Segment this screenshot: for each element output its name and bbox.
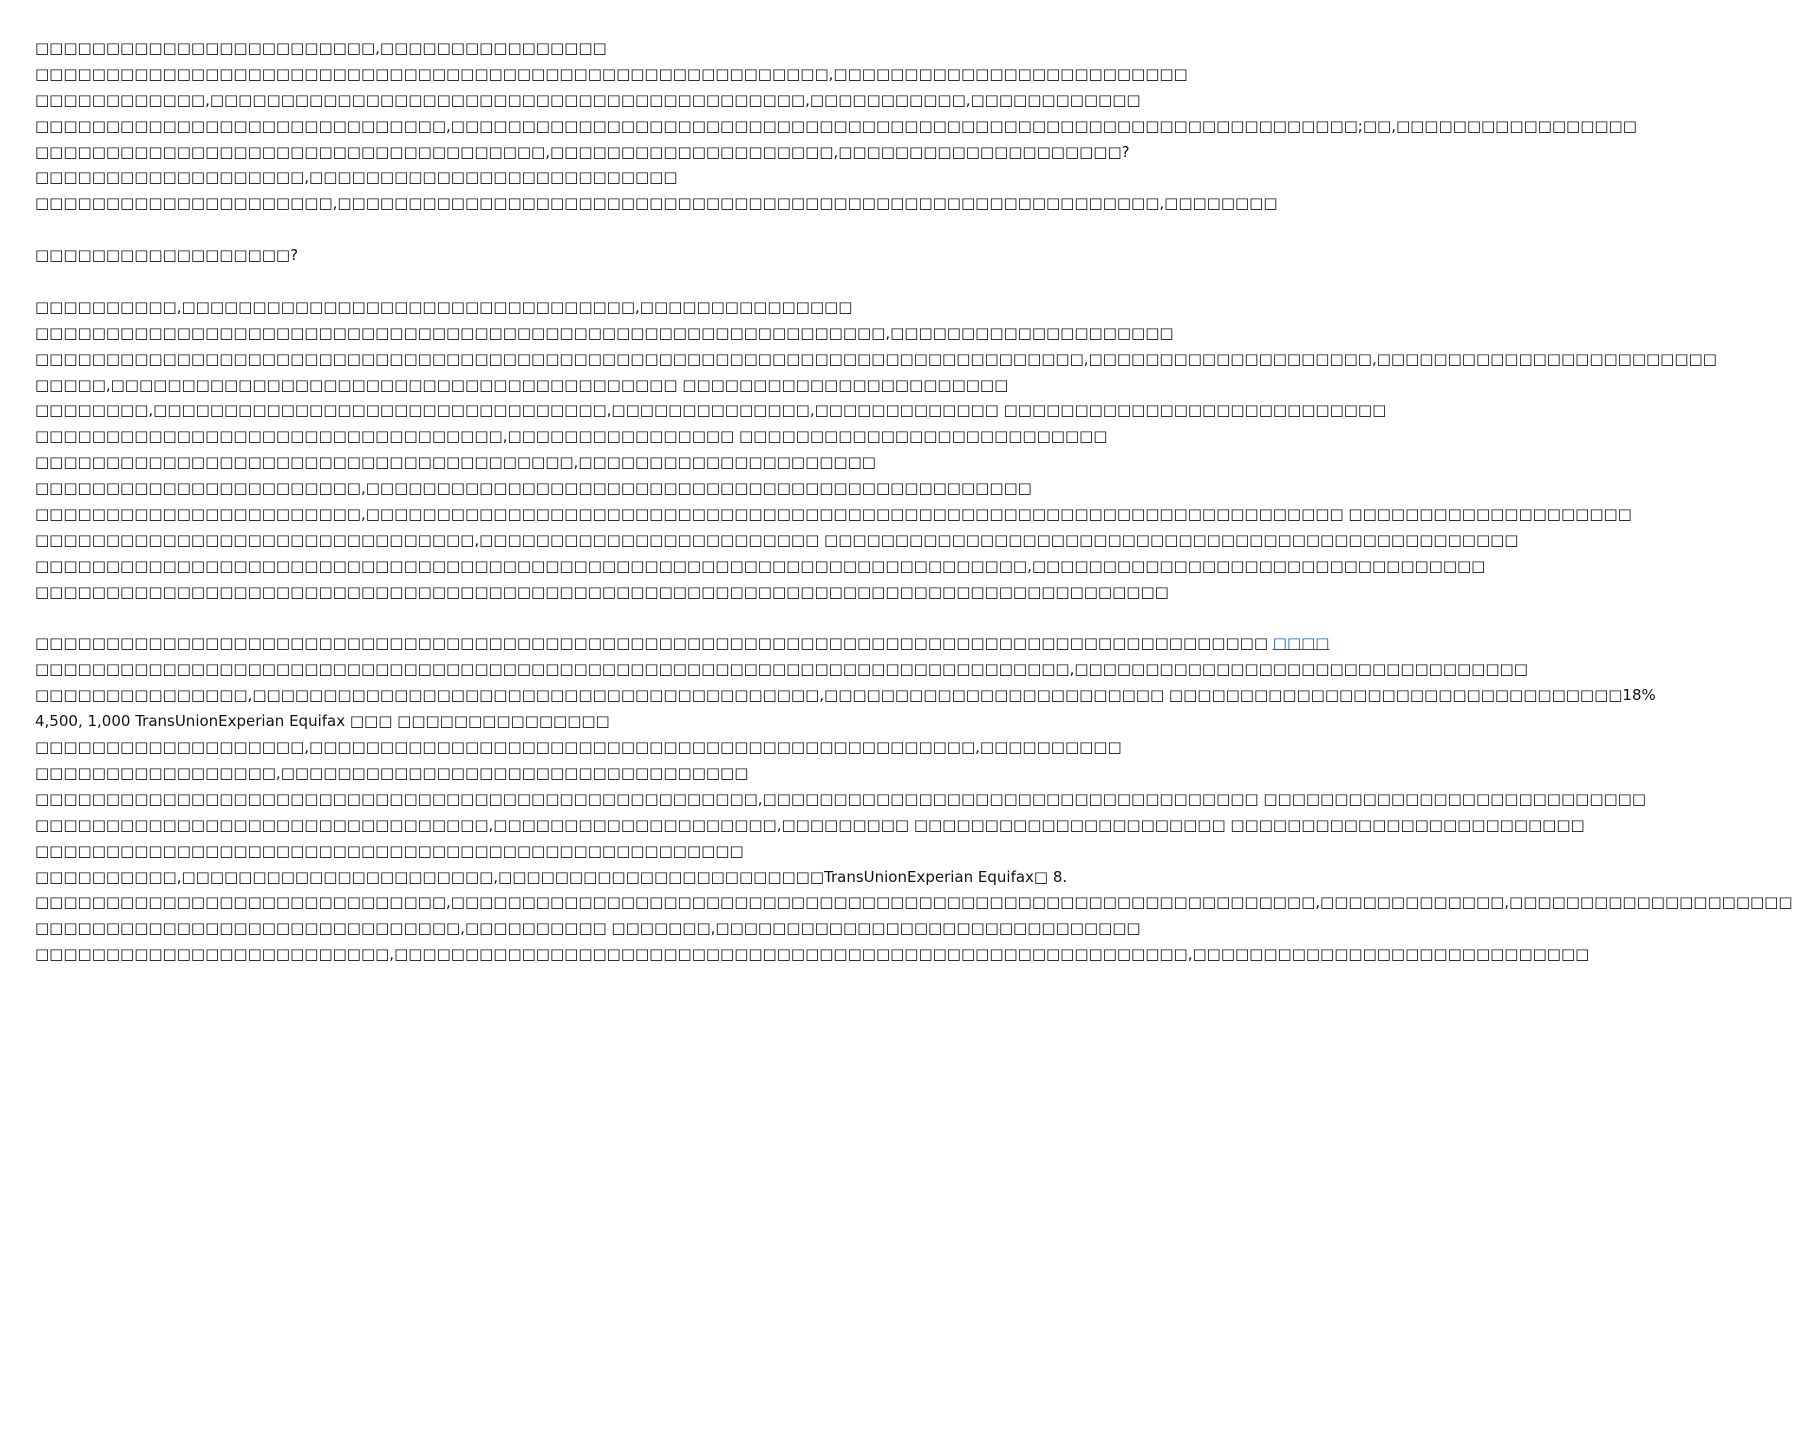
section-heading: □□□□□□□□□□□□□□□□□□? [35, 246, 299, 265]
text-line: □□□□□□□□□□□□□□□□□□□□□□□,□□□□□□□□□□□□□□□□□□□□□□□□□□□□□□□□□□□□□□□□□□□□□□□□□□□□□□□□□□□□□□□□□□□□□ □□□□□□□□□□□□□□□□□□□□ [35, 505, 1632, 524]
text-line: □□□□□□□□□□,□□□□□□□□□□□□□□□□□□□□□□,□□□□□□□□□□□□□□□□□□□□□□□TransUnionExperian Equifax□ 8. [35, 867, 1068, 886]
text-line: □□□□□□□□□□□□□□□□□□□,□□□□□□□□□□□□□□□□□□□□□□□□□□□□□□□□□□□□□□□□□□□□□□□,□□□□□□□□□□ [35, 738, 1122, 757]
text-line: □□□□□□□□□□□□□□□□□□□□□□□□□□□□□□□□□□□□□□□□□□□□□□□□□□□□□□□□□□□□□□□□□□□□□□,□□□□□□□□□□□□□□□□□□□□□□□□□□□□□□□□ [35, 556, 1486, 575]
paragraph-3 [35, 631, 1793, 968]
text-line: □□□□□□□□□□□□□□□□□□□□□□□□□□□□□□,□□□□□□□□□□ □□□□□□□,□□□□□□□□□□□□□□□□□□□□□□□□□□□□□□ [35, 919, 1141, 938]
text-line: □□□□□□□□□□□□□□□□□□□□□□□□□□□□□,□□□□□□□□□□□□□□□□□□□□□□□□□□□□□□□□□□□□□□□□□□□□□□□□□□□□□□□□□□□□□,□□□□□□□□□□□□□,□□□□□□□□□□□□□□□□□□□□ [35, 893, 1793, 912]
paragraph-2 [35, 295, 1717, 606]
text-line: □□□□□□□□□□□□□□□,□□□□□□□□□□□□□□□□□□□□□□□□□□□□□□□□□□□□□□□□,□□□□□□□□□□□□□□□□□□□□□□□□ □□□□□□□□□□□□□□□□□□□□□□□□□□□□□□□□18% [35, 686, 1656, 705]
text-line: □□□□□□□□□□□□□□□□□□□□□□□□□□□□□□□□□□□□□□□□□□□□□□□□□□□□□□□□□□□□□□□□□□□□□□□□□□,□□□□□□□□□□□□□□□□□□□□,□□□□□□□□□□□□□□□□□□□□□□□□ [35, 349, 1717, 368]
text-line: □□□□□□□□□□□□□□□□□□□□□□□□□□□□□□□,□□□□□□□□□□□□□□□□□□□□□□□□ □□□□□□□□□□□□□□□□□□□□□□□□□□□□□□□□□□□□□□□□□□□□□□□□□ [35, 530, 1519, 549]
text-line: □□□□□□□□□□,□□□□□□□□□□□□□□□□□□□□□□□□□□□□□□□□,□□□□□□□□□□□□□□□ [35, 297, 853, 316]
text-line: □□□□□□□□□□□□□□□□□□□□□□□□□□□□□□□□□□□□□□□□□□□□□□□□□□□□□□□□□□□□,□□□□□□□□□□□□□□□□□□□□ [35, 323, 1174, 342]
text-line: □□□□□□□□□□□□□□□□□□□□□□□□□□□□□□□□□,□□□□□□□□□□□□□□□□ □□□□□□□□□□□□□□□□□□□□□□□□□□ [35, 427, 1108, 446]
text-line: □□□□□□□□□□□□□□□□□□□□□□□□□□□□□□□□,□□□□□□□□□□□□□□□□□□□□,□□□□□□□□□ □□□□□□□□□□□□□□□□□□□□□□ □□□□□□□□□□□□□□□□□□□□□□□□□ [35, 815, 1585, 834]
text-line: □□□□□□□□□□□□□□□□□,□□□□□□□□□□□□□□□□□□□□□□□□□□□□□□□□□ [35, 763, 749, 782]
text-line: □□□□□□□□□□□□□□□□□□□□□□□□□□□□□□□□□□□□□□□□□□□□□□□□□□□,□□□□□□□□□□□□□□□□□□□□□□□□□□□□□□□□□□□ □□□□□□□□□□□□□□□□□□□□□□□□□□□ [35, 789, 1647, 808]
paragraph-spacer [35, 217, 990, 243]
paragraph-1 [35, 36, 1637, 217]
text-line: □□□□□□□□□□□□□□□□□□□□□□□□□,□□□□□□□□□□□□□□□□□□□□□□□□□□□□□□□□□□□□□□□□□□□□□□□□□□□□□□□□,□□□□□□□□□□□□□□□□□□□□□□□□□□□□ [35, 945, 1590, 964]
inline-link[interactable]: □□□□ [1272, 634, 1330, 653]
text-line: □□□□□□□□□□□□□□□□□□□□□□□□□□□□□,□□□□□□□□□□□□□□□□□□□□□□□□□□□□□□□□□□□□□□□□□□□□□□□□□□□□□□□□□□□□□□□□;□□,□□□□□□□□□□□□□□□□□ [35, 116, 1637, 135]
text-line: □□□□□□□□□□□□□□□□□□□□□□□□□□□□□□□□□□□□□□□□□□□□□□□□□□□□□□□□,□□□□□□□□□□□□□□□□□□□□□□□□□ [35, 64, 1188, 83]
text-line: □□□□□□□□□□□□□□□□□□□□□□□□□□□□□□□□□□□□□□□□□□□□□□□□□□□□□□□□□□□□□□□□□□□□□□□□□,□□□□□□□□□□□□□□□□□□□□□□□□□□□□□□□□ [35, 660, 1528, 679]
text-line: □□□□□□□□□□□□□□□□□□□□□□□,□□□□□□□□□□□□□□□□□□□□□□□□□□□□□□□□□□□□□□□□□□□□□□□ [35, 479, 1032, 498]
paragraph-spacer [35, 269, 990, 295]
paragraph-spacer [35, 606, 990, 632]
text-line: □□□□□□□□□□□□□□□□□□□□□□□□□□□□□□□□□□□□□□□□□□□□□□□□□□□□□□□□□□□□□□□□□□□□□□□□□□□□□□□□ [35, 582, 1169, 601]
text-line: □□□□□□□□□□□□□□□□□□□□□□□□,□□□□□□□□□□□□□□□□ [35, 39, 607, 57]
text-line: □□□□□,□□□□□□□□□□□□□□□□□□□□□□□□□□□□□□□□□□□□□□□□ □□□□□□□□□□□□□□□□□□□□□□□ [35, 375, 1009, 394]
text-line: □□□□□□□□□□□□□□□□□□□□□,□□□□□□□□□□□□□□□□□□□□□□□□□□□□□□□□□□□□□□□□□□□□□□□□□□□□□□□□□□,□□□□□□□□ [35, 194, 1278, 213]
document-page [35, 36, 1793, 968]
text-line: □□□□□□□□□□□□,□□□□□□□□□□□□□□□□□□□□□□□□□□□□□□□□□□□□□□□□□□,□□□□□□□□□□□,□□□□□□□□□□□□ [35, 90, 1141, 109]
text-line: □□□□□□□□,□□□□□□□□□□□□□□□□□□□□□□□□□□□□□□□□,□□□□□□□□□□□□□□,□□□□□□□□□□□□□ □□□□□□□□□□□□□□□□□□□□□□□□□□□ [35, 401, 1387, 420]
text-line: □□□□□□□□□□□□□□□□□□□□□□□□□□□□□□□□□□□□□□,□□□□□□□□□□□□□□□□□□□□□ [35, 453, 876, 472]
text-line-with-link [35, 631, 1330, 657]
text-line: □□□□□□□□□□□□□□□□□□□,□□□□□□□□□□□□□□□□□□□□□□□□□□ [35, 168, 678, 187]
text-line: □□□□□□□□□□□□□□□□□□□□□□□□□□□□□□□□□□□□,□□□□□□□□□□□□□□□□□□□□,□□□□□□□□□□□□□□□□□□□□? [35, 142, 1130, 161]
text-line: 4,500, 1,000 TransUnionExperian Equifax □□□ □□□□□□□□□□□□□□□ [35, 712, 610, 731]
text-line-body: □□□□□□□□□□□□□□□□□□□□□□□□□□□□□□□□□□□□□□□□□□□□□□□□□□□□□□□□□□□□□□□□□□□□□□□□□□□□□□□□□□□□□□□ [35, 634, 1273, 653]
text-line: □□□□□□□□□□□□□□□□□□□□□□□□□□□□□□□□□□□□□□□□□□□□□□□□□□ [35, 841, 744, 860]
